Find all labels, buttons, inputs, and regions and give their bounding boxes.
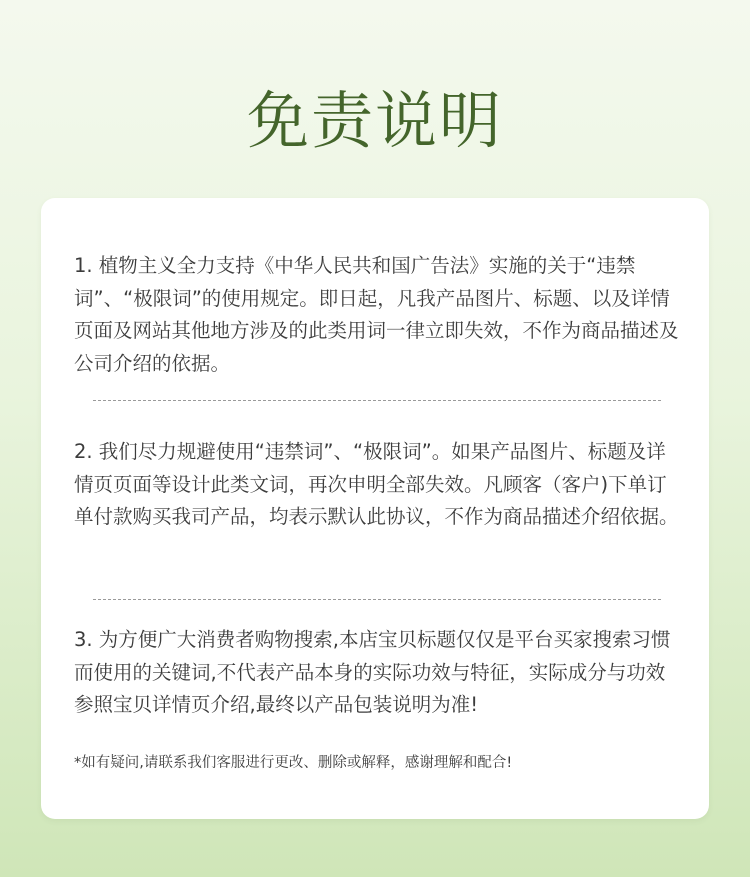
footnote: *如有疑问,请联系我们客服进行更改、删除或解释，感谢理解和配合! — [74, 755, 513, 771]
dashed-divider — [93, 599, 661, 600]
page-title: 免责说明 — [246, 84, 503, 157]
dashed-divider — [93, 400, 661, 401]
clause-2: 2. 我们尽力规避使用“违禁词”、“极限词”。如果产品图片、标题及详情页页面等设计此类文词，再次申明全部失效。凡顾客（客户)下单订单付款购买我司产品，均表示默认此协议，不作为商品描述介绍依据。 — [74, 440, 679, 529]
disclaimer-card — [41, 198, 709, 819]
clause-3: 3. 为方便广大消费者购物搜索,本店宝贝标题仅仅是平台买家搜索习惯而使用的关键词,不代表产品本身的实际功效与特征，实际成分与功效参照宝贝详情页介绍,最终以产品包装说明为准! — [74, 628, 671, 717]
clause-1: 1. 植物主义全力支持《中华人民共和国广告法》实施的关于“违禁词”、“极限词”的使用规定。即日起，凡我产品图片、标题、以及详情页面及网站其他地方涉及的此类用词一律立即失效，不作为商品描述及公司介绍的依据。 — [74, 254, 679, 375]
